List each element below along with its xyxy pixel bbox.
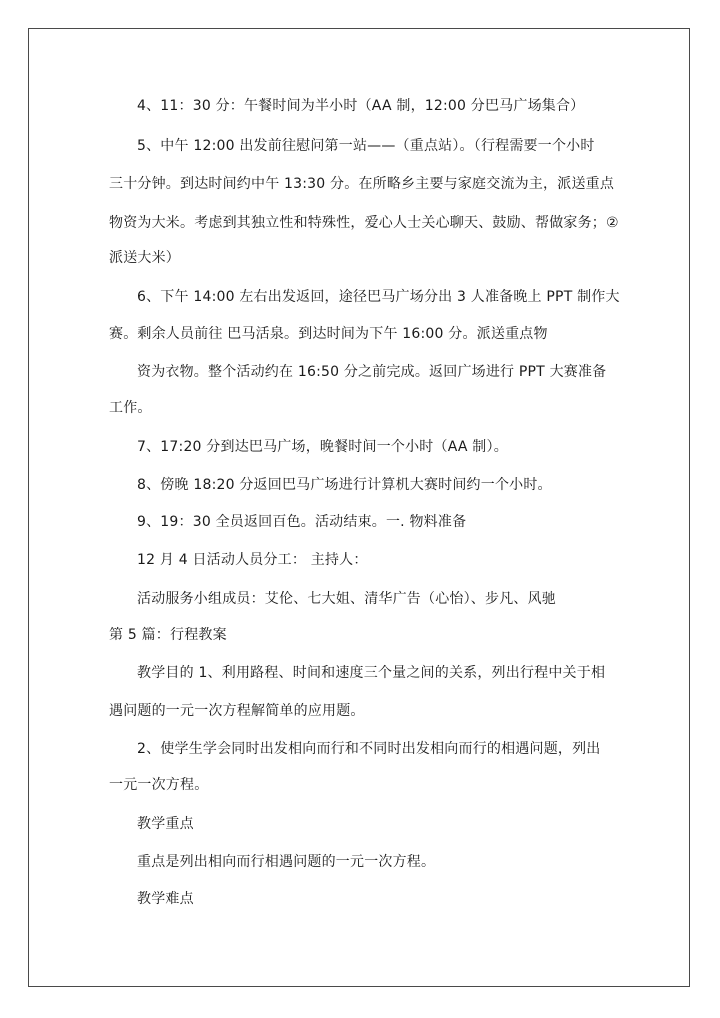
text-line: 工作。 <box>109 400 152 416</box>
text-line: 遇问题的一元一次方程解简单的应用题。 <box>109 703 365 719</box>
text-line: 9、19：30 全员返回百色。活动结束。一. 物料准备 <box>137 514 467 530</box>
subheading: 教学重点 <box>137 816 194 832</box>
text-line: 5、中午 12:00 出发前往慰问第一站——（重点站）。（行程需要一个小时 <box>137 138 595 154</box>
text-line: 活动服务小组成员：艾伦、七大姐、清华广告（心怡）、步凡、风驰 <box>137 591 556 607</box>
text-line: 2、使学生学会同时出发相向而行和不同时出发相向而行的相遇问题，列出 <box>137 741 601 757</box>
text-line: 一元一次方程。 <box>109 777 209 793</box>
text-line: 重点是列出相向而行相遇问题的一元一次方程。 <box>137 854 436 870</box>
section-heading: 第 5 篇：行程教案 <box>109 627 227 643</box>
text-line: 资为衣物。整个活动约在 16:50 分之前完成。返回广场进行 PPT 大赛准备 <box>137 364 607 380</box>
text-line: 8、傍晚 18:20 分返回巴马广场进行计算机大赛时间约一个小时。 <box>137 477 552 493</box>
text-line: 派送大米） <box>109 250 180 266</box>
text-line: 6、下午 14:00 左右出发返回，途径巴马广场分出 3 人准备晚上 PPT 制作大 <box>137 289 620 305</box>
page-border <box>28 28 690 987</box>
subheading: 教学难点 <box>137 891 194 907</box>
text-line: 教学目的 1、利用路程、时间和速度三个量之间的关系，列出行程中关于相 <box>137 665 606 681</box>
text-line: 赛。剩余人员前往 巴马活泉。到达时间为下午 16:00 分。派送重点物 <box>109 326 548 342</box>
text-line: 7、17:20 分到达巴马广场，晚餐时间一个小时（AA 制）。 <box>137 439 508 455</box>
text-line: 12 月 4 日活动人员分工： 主持人： <box>137 552 368 568</box>
text-line: 三十分钟。到达时间约中午 13:30 分。在所略乡主要与家庭交流为主，派送重点 <box>109 176 615 192</box>
text-line: 物资为大米。考虑到其独立性和特殊性，爱心人士关心聊天、鼓励、帮做家务；② <box>109 215 619 231</box>
text-line: 4、11：30 分：午餐时间为半小时（AA 制，12:00 分巴马广场集合） <box>137 98 585 114</box>
